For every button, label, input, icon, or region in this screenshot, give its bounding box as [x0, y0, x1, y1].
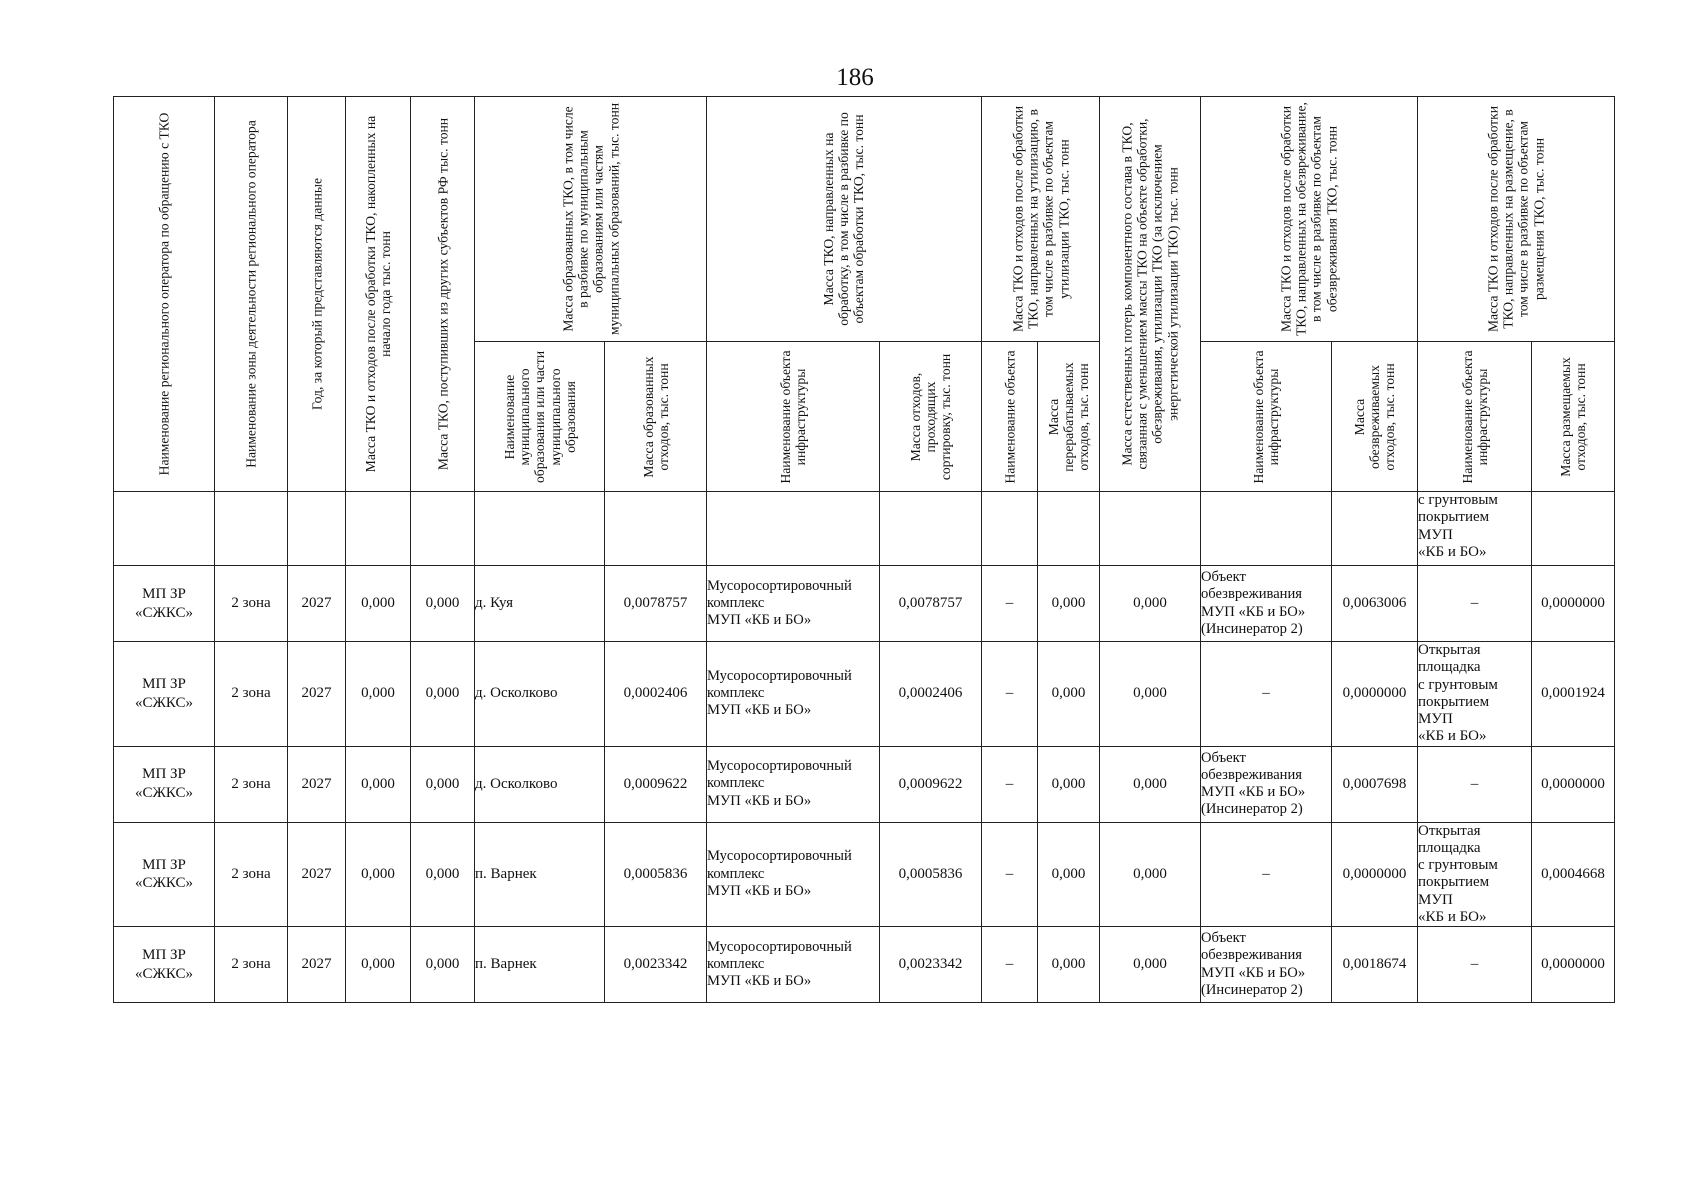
placement-mass-cell: 0,0001924 — [1532, 642, 1615, 747]
natural-losses-cell: 0,000 — [1100, 822, 1201, 927]
placement-facility-cell: – — [1418, 746, 1532, 822]
header-accumulated-mass: Масса ТКО и отходов после обработки ТКО, накопленных на начало года тыс. тонн — [346, 97, 411, 492]
natural-losses-cell: 0,000 — [1100, 566, 1201, 642]
incoming-mass-cell: 0,000 — [411, 927, 475, 1003]
header-generated-group: Масса образованных ТКО, в том числе в разбивке по муниципальным образованиям или частям муниципальных образований, тыс. тонн — [475, 97, 707, 342]
neutralization-mass-cell: 0,0000000 — [1332, 822, 1418, 927]
header-utilization-facility: Наименование объекта — [982, 342, 1038, 492]
operator-cell: МП ЗР «СЖКС» — [114, 746, 215, 822]
year-cell: 2027 — [288, 642, 346, 747]
placement-facility-cell: – — [1418, 927, 1532, 1003]
header-utilization-group: Масса ТКО и отходов после обработки ТКО, направленных на утилизацию, в том числе в разбивке по объектам утилизации ТКО, тыс. тонн — [982, 97, 1100, 342]
zone-cell: 2 зона — [215, 927, 288, 1003]
utilization-facility-cell: – — [982, 822, 1038, 927]
header-year: Год, за который представляются данные — [288, 97, 346, 492]
processing-mass-cell: 0,0023342 — [880, 927, 982, 1003]
natural-losses-cell: 0,000 — [1100, 746, 1201, 822]
processing-facility-cell: Мусоросортировочный комплекс МУП «КБ и БО» — [707, 746, 880, 822]
header-natural-losses: Масса естественных потерь компонентного состава в ТКО, связанная с уменьшением массы ТКО на объекте обработки, обезвреживания, утилизации ТКО (за исключением энергетической утилизации ТКО) тыс. тонн — [1100, 97, 1201, 492]
utilization-mass-cell: 0,000 — [1038, 927, 1100, 1003]
processing-mass-cell: 0,0078757 — [880, 566, 982, 642]
header-placement-mass: Масса размещаемых отходов, тыс. тонн — [1532, 342, 1615, 492]
utilization-mass-cell: 0,000 — [1038, 642, 1100, 747]
year-cell: 2027 — [288, 566, 346, 642]
header-generated-mass: Масса образованных отходов, тыс. тонн — [605, 342, 707, 492]
processing-mass-cell: 0,0005836 — [880, 822, 982, 927]
processing-facility-cell: Мусоросортировочный комплекс МУП «КБ и БО» — [707, 642, 880, 747]
processing-facility-cell: Мусоросортировочный комплекс МУП «КБ и БО» — [707, 566, 880, 642]
neutralization-facility-cell: – — [1201, 642, 1332, 747]
header-placement-facility: Наименование объекта инфраструктуры — [1418, 342, 1532, 492]
utilization-facility-cell: – — [982, 746, 1038, 822]
page-number: 186 — [836, 64, 874, 91]
accumulated-mass-cell: 0,000 — [346, 566, 411, 642]
incoming-mass-cell: 0,000 — [411, 746, 475, 822]
operator-cell: МП ЗР «СЖКС» — [114, 822, 215, 927]
generated-mass-cell: 0,0005836 — [605, 822, 707, 927]
placement-facility-cell: Открытая площадка с грунтовым покрытием МУП «КБ и БО» — [1418, 822, 1532, 927]
neutralization-facility-cell: – — [1201, 822, 1332, 927]
generated-mass-cell: 0,0078757 — [605, 566, 707, 642]
header-processing-facility: Наименование объекта инфраструктуры — [707, 342, 880, 492]
utilization-mass-cell: 0,000 — [1038, 566, 1100, 642]
waste-flow-table — [113, 96, 1615, 1003]
year-cell: 2027 — [288, 822, 346, 927]
generated-mass-cell: 0,0002406 — [605, 642, 707, 747]
table-row — [114, 642, 1615, 747]
neutralization-mass-cell: 0,0063006 — [1332, 566, 1418, 642]
table-row — [114, 746, 1615, 822]
zone-cell: 2 зона — [215, 642, 288, 747]
placement-facility-cell: Открытая площадка с грунтовым покрытием МУП «КБ и БО» — [1418, 642, 1532, 747]
zone-cell: 2 зона — [215, 822, 288, 927]
operator-cell: МП ЗР «СЖКС» — [114, 927, 215, 1003]
utilization-facility-cell: – — [982, 566, 1038, 642]
processing-mass-cell: 0,0009622 — [880, 746, 982, 822]
header-processing-mass: Масса отходов, проходящих сортировку, тыс. тонн — [880, 342, 982, 492]
header-processing-group: Масса ТКО, направленных на обработку, в том числе в разбивке по объектам обработки ТКО, тыс. тонн — [707, 97, 982, 342]
placement-mass-cell: 0,0000000 — [1532, 927, 1615, 1003]
neutralization-facility-cell: Объект обезвреживания МУП «КБ и БО» (Инсинератор 2) — [1201, 566, 1332, 642]
utilization-mass-cell: 0,000 — [1038, 746, 1100, 822]
placement-mass-cell: 0,0000000 — [1532, 746, 1615, 822]
zone-cell: 2 зона — [215, 746, 288, 822]
table-row — [114, 927, 1615, 1003]
operator-cell: МП ЗР «СЖКС» — [114, 566, 215, 642]
accumulated-mass-cell: 0,000 — [346, 822, 411, 927]
zone-cell: 2 зона — [215, 566, 288, 642]
table-row — [114, 822, 1615, 927]
continuation-row — [114, 492, 1615, 566]
placement-mass-cell: 0,0000000 — [1532, 566, 1615, 642]
incoming-mass-cell: 0,000 — [411, 822, 475, 927]
processing-mass-cell: 0,0002406 — [880, 642, 982, 747]
municipality-cell: д. Осколково — [475, 642, 605, 747]
processing-facility-cell: Мусоросортировочный комплекс МУП «КБ и БО» — [707, 927, 880, 1003]
neutralization-mass-cell: 0,0007698 — [1332, 746, 1418, 822]
incoming-mass-cell: 0,000 — [411, 642, 475, 747]
header-generated-municipality: Наименование муниципального образования или части муниципального образования — [475, 342, 605, 492]
incoming-mass-cell: 0,000 — [411, 566, 475, 642]
utilization-facility-cell: – — [982, 927, 1038, 1003]
table-row — [114, 566, 1615, 642]
natural-losses-cell: 0,000 — [1100, 642, 1201, 747]
accumulated-mass-cell: 0,000 — [346, 642, 411, 747]
neutralization-mass-cell: 0,0018674 — [1332, 927, 1418, 1003]
generated-mass-cell: 0,0023342 — [605, 927, 707, 1003]
utilization-mass-cell: 0,000 — [1038, 822, 1100, 927]
neutralization-mass-cell: 0,0000000 — [1332, 642, 1418, 747]
continuation-placement-facility: с грунтовым покрытием МУП «КБ и БО» — [1418, 492, 1532, 566]
header-incoming-mass: Масса ТКО, поступивших из других субъектов РФ тыс. тонн — [411, 97, 475, 492]
placement-mass-cell: 0,0004668 — [1532, 822, 1615, 927]
generated-mass-cell: 0,0009622 — [605, 746, 707, 822]
header-utilization-mass: Масса перерабатываемых отходов, тыс. тонн — [1038, 342, 1100, 492]
placement-facility-cell: – — [1418, 566, 1532, 642]
header-neutralization-mass: Масса обезвреживаемых отходов, тыс. тонн — [1332, 342, 1418, 492]
natural-losses-cell: 0,000 — [1100, 927, 1201, 1003]
accumulated-mass-cell: 0,000 — [346, 927, 411, 1003]
municipality-cell: п. Варнек — [475, 927, 605, 1003]
processing-facility-cell: Мусоросортировочный комплекс МУП «КБ и БО» — [707, 822, 880, 927]
neutralization-facility-cell: Объект обезвреживания МУП «КБ и БО» (Инсинератор 2) — [1201, 927, 1332, 1003]
municipality-cell: д. Осколково — [475, 746, 605, 822]
year-cell: 2027 — [288, 927, 346, 1003]
utilization-facility-cell: – — [982, 642, 1038, 747]
accumulated-mass-cell: 0,000 — [346, 746, 411, 822]
year-cell: 2027 — [288, 746, 346, 822]
operator-cell: МП ЗР «СЖКС» — [114, 642, 215, 747]
header-placement-group: Масса ТКО и отходов после обработки ТКО, направленных на размещение, в том числе в разбивке по объектам размещения ТКО, тыс. тонн — [1418, 97, 1615, 342]
municipality-cell: д. Куя — [475, 566, 605, 642]
header-neutralization-facility: Наименование объекта инфраструктуры — [1201, 342, 1332, 492]
header-neutralization-group: Масса ТКО и отходов после обработки ТКО, направленных на обезвреживание, в том числе в разбивке по объектам обезвреживания ТКО, тыс. тонн — [1201, 97, 1418, 342]
header-zone: Наименование зоны деятельности регионального оператора — [215, 97, 288, 492]
header-operator: Наименование регионального оператора по обращению с ТКО — [114, 97, 215, 492]
header-row-top — [114, 97, 1615, 342]
municipality-cell: п. Варнек — [475, 822, 605, 927]
neutralization-facility-cell: Объект обезвреживания МУП «КБ и БО» (Инсинератор 2) — [1201, 746, 1332, 822]
